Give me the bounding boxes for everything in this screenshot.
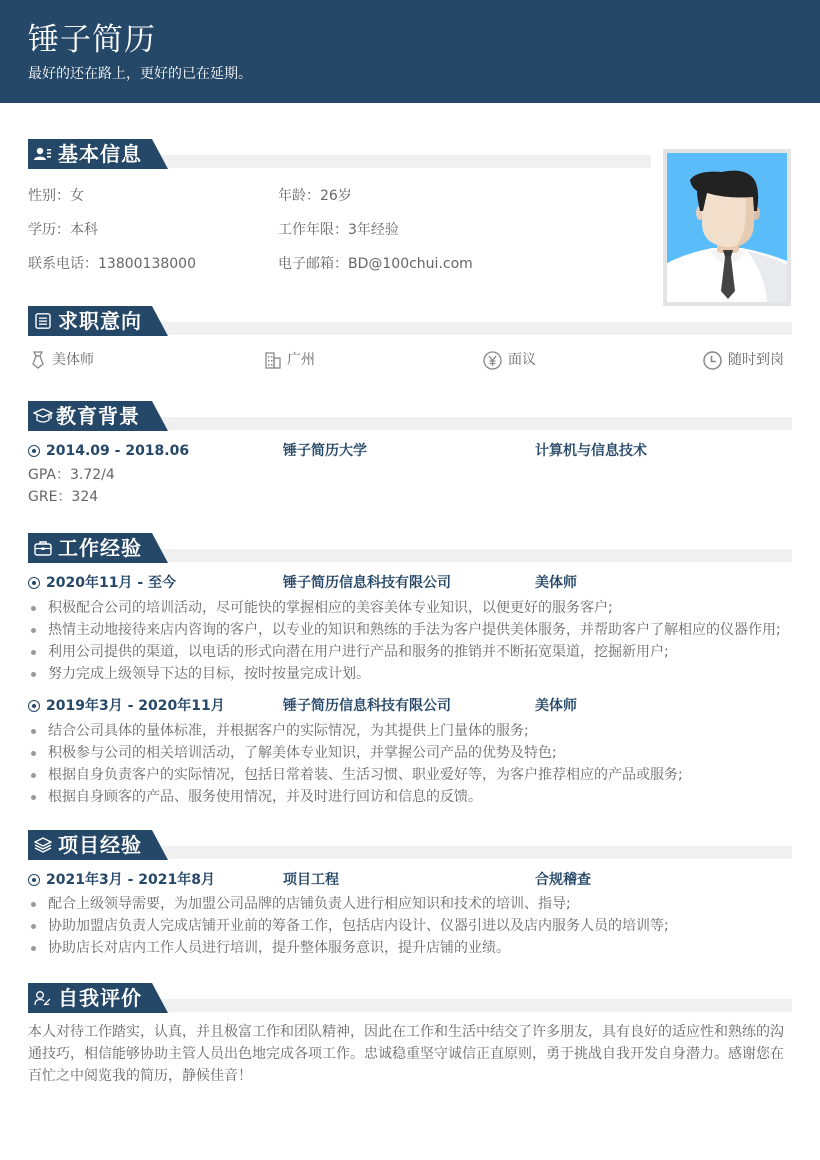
layers-icon <box>34 837 52 853</box>
section-job-intent <box>28 306 792 336</box>
work-years-field: 工作年限：3年经验 <box>278 222 399 238</box>
list-item: 配合上级领导需要，为加盟公司品牌的店铺负责人进行相应知识和技术的培训、指导; <box>28 893 798 915</box>
education-school: 锤子简历大学 <box>283 443 367 459</box>
list-item: 努力完成上级领导下达的目标，按时按量完成计划。 <box>28 663 798 685</box>
work-role: 美体师 <box>535 575 577 591</box>
section-title: 求职意向 <box>58 309 142 333</box>
user-card-icon <box>34 146 52 162</box>
email-field: 电子邮箱：BD@100chui.com <box>278 256 473 272</box>
intent-position <box>30 350 94 370</box>
section-title: 基本信息 <box>58 142 142 166</box>
list-item: 协助加盟店负责人完成店铺开业前的筹备工作，包括店内设计、仪器引进以及店内服务人员的培训等; <box>28 915 798 937</box>
list-item: 热情主动地接待来店内咨询的客户，以专业的知识和熟练的手法为客户提供美体服务，并帮助客户了解相应的仪器作用; <box>28 619 798 641</box>
yen-circle-icon <box>483 351 502 370</box>
gre-text: GRE：324 <box>28 489 99 505</box>
education-major: 计算机与信息技术 <box>535 443 647 459</box>
project-date: 2021年3月 - 2021年8月 <box>46 872 215 888</box>
section-title: 教育背景 <box>56 404 140 428</box>
work-date: 2020年11月 - 至今 <box>46 575 177 591</box>
avatar-photo <box>663 149 791 306</box>
resume-motto: 最好的还在路上，更好的已在延期。 <box>28 66 252 82</box>
radio-dot-icon <box>28 700 40 712</box>
list-item: 积极配合公司的培训活动，尽可能快的掌握相应的美容美体专业知识，以便更好的服务客户; <box>28 597 798 619</box>
building-icon <box>265 351 281 369</box>
work-company: 锤子简历信息科技有限公司 <box>283 575 451 591</box>
intent-position-text: 美体师 <box>52 352 94 368</box>
intent-availability-text: 随时到岗 <box>728 352 784 368</box>
briefcase-icon <box>34 540 52 556</box>
work-bullets <box>28 597 798 685</box>
project-entry-header <box>28 870 792 890</box>
list-item: 结合公司具体的量体标准，并根据客户的实际情况，为其提供上门量体的服务; <box>28 720 798 742</box>
section-project <box>28 830 792 860</box>
clock-icon <box>703 351 722 370</box>
resume-header <box>0 0 820 103</box>
education-date: 2014.09 - 2018.06 <box>46 443 190 459</box>
project-bullets <box>28 893 798 959</box>
resume-title: 锤子简历 <box>28 22 156 58</box>
intent-city <box>265 350 315 370</box>
document-list-icon <box>34 313 52 329</box>
phone-field: 联系电话：13800138000 <box>28 256 196 272</box>
list-item: 根据自身负责客户的实际情况，包括日常着装、生活习惯、职业爱好等，为客户推荐相应的产品或服务; <box>28 764 798 786</box>
work-date: 2019年3月 - 2020年11月 <box>46 698 225 714</box>
radio-dot-icon <box>28 577 40 589</box>
age-field: 年龄：26岁 <box>278 188 352 204</box>
intent-salary <box>483 350 536 370</box>
work-company: 锤子简历信息科技有限公司 <box>283 698 451 714</box>
graduation-cap-icon <box>33 408 53 424</box>
section-basic-info <box>28 139 651 169</box>
section-work <box>28 533 792 563</box>
user-pen-icon <box>34 990 52 1006</box>
list-item: 根据自身顾客的产品、服务使用情况，并及时进行回访和信息的反馈。 <box>28 786 798 808</box>
section-education <box>28 401 792 431</box>
work-entry-header <box>28 696 792 716</box>
work-role: 美体师 <box>535 698 577 714</box>
work-bullets <box>28 720 798 808</box>
list-item: 协助店长对店内工作人员进行培训，提升整体服务意识，提升店铺的业绩。 <box>28 937 798 959</box>
tie-icon <box>30 351 46 369</box>
section-title: 自我评价 <box>58 986 142 1010</box>
section-title: 项目经验 <box>58 833 142 857</box>
list-item: 积极参与公司的相关培训活动，了解美体专业知识，并掌握公司产品的优势及特色; <box>28 742 798 764</box>
gpa-text: GPA：3.72/4 <box>28 467 115 483</box>
education-level-field: 学历：本科 <box>28 222 98 238</box>
section-self-evaluation <box>28 983 792 1013</box>
self-evaluation-text: 本人对待工作踏实，认真，并且极富工作和团队精神，因此在工作和生活中结交了许多朋友，具有良好的适应性和熟练的沟通技巧，相信能够协助主管人员出色地完成各项工作。忠诚稳重坚守诚信正直原则，勇于挑战自我开发自身潜力。感谢您在百忙之中阅览我的简历，静候佳音！ <box>28 1024 784 1084</box>
project-name: 项目工程 <box>283 872 339 888</box>
intent-salary-text: 面议 <box>508 352 536 368</box>
education-entry-header <box>28 441 792 461</box>
work-entry-header <box>28 573 792 593</box>
project-role: 合规稽查 <box>535 872 591 888</box>
gender-field: 性别：女 <box>28 188 84 204</box>
radio-dot-icon <box>28 445 40 457</box>
avatar-illustration <box>667 153 787 302</box>
radio-dot-icon <box>28 874 40 886</box>
intent-availability <box>703 350 784 370</box>
intent-city-text: 广州 <box>287 352 315 368</box>
list-item: 利用公司提供的渠道，以电话的形式向潜在用户进行产品和服务的推销并不断拓宽渠道，挖掘新用户; <box>28 641 798 663</box>
section-title: 工作经验 <box>58 536 142 560</box>
